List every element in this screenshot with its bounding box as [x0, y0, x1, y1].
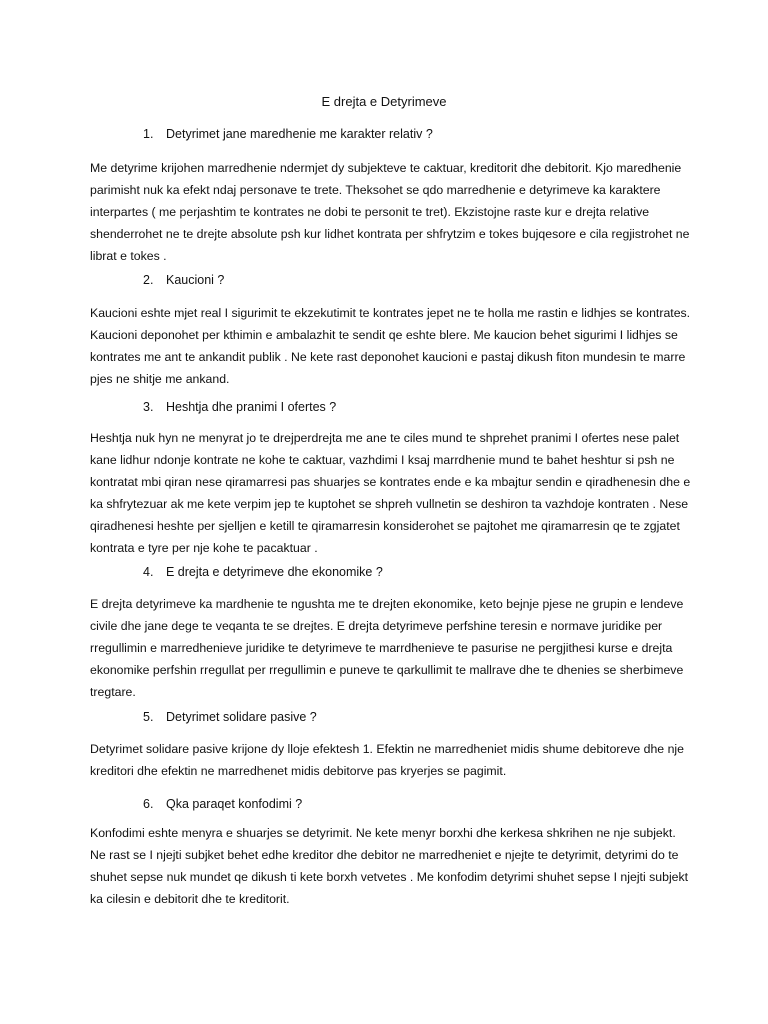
section-heading-text: Heshtja dhe pranimi I ofertes ? [166, 400, 337, 414]
section-heading-text: Kaucioni ? [166, 273, 225, 287]
section-paragraph: Kaucioni eshte mjet real I sigurimit te ekzekutimit te kontrates jepet ne te holla me rastin e lidhjes se kontrates. Kaucioni deponohet per kthimin e ambalazhit te sendit qe eshte blere. Me kaucion behet sigurimi I lidhjes se kontrates me ant te ankandit publik . Ne kete rast deponohet kaucioni e pastaj dikush fiton mundesin te marre pjes ne shitje me ankand. [90, 306, 691, 386]
section-number: 4. [143, 565, 154, 579]
section-heading-text: Detyrimet jane maredhenie me karakter relativ ? [166, 127, 433, 141]
section-heading [143, 125, 433, 143]
section-heading-text: Detyrimet solidare pasive ? [166, 710, 317, 724]
section-heading [143, 708, 317, 726]
section-paragraph: E drejta detyrimeve ka mardhenie te ngushta me te drejten ekonomike, keto bejnje pjese ne grupin e lendeve civile dhe jane dege te veqanta te se drejtes. E drejta detyrimeve perfshine teresin e normave juridike per rregullimin e marredhenieve juridike te detyrimeve te marrdhenieve te pasurise ne pergjithesi kurse e drejta ekonomike perfshin rregullat per rregullimin e puneve te qarkullimit te mallrave dhe te dhenies se sherbimeve tregtare. [90, 597, 684, 699]
document-title: E drejta e Detyrimeve [321, 94, 447, 109]
section-heading [143, 271, 224, 289]
section-number: 6. [143, 797, 154, 811]
section-number: 5. [143, 710, 154, 724]
section-heading [143, 398, 336, 416]
section-heading [143, 563, 383, 581]
section-number: 3. [143, 400, 154, 414]
section-number: 2. [143, 273, 154, 287]
section-heading [143, 795, 302, 813]
section-paragraph: Konfodimi eshte menyra e shuarjes se detyrimit. Ne kete menyr borxhi dhe kerkesa shkrihen ne nje subjekt. Ne rast se I njejti subjket behet edhe kreditor dhe debitor ne marredheniet e njejte te detyrimit, detyrimi do te shuhet sepse nuk mundet qe dikush ti kete borxh vetvetes . Me konfodim detyrimi shuhet sepse I njejti subjekt ka cilesin e debitorit dhe te kreditorit. [90, 826, 689, 906]
section-paragraph: Detyrimet solidare pasive krijone dy lloje efektesh 1. Efektin ne marredheniet midis shume debitoreve dhe nje kreditori dhe efektin ne marredhenet midis debitorve pas kryerjes se pagimit. [90, 742, 684, 778]
section-paragraph: Heshtja nuk hyn ne menyrat jo te drejperdrejta me ane te ciles mund te shprehet pranimi I ofertes nese palet kane lidhur ndonje kontrate ne kohe te caktuar, vazhdimi I ksaj marrdhenie mund te bahet heshtur si psh ne kontratat mbi qiran nese qiramarresi pas shuarjes se kontrates ende e ka mbajtur sendin e qiradhenesin dhe e ka shfrytezuar ak me kete verpim jep te kuptohet se shpreh vullnetin se deshiron ta vazhdoje kontraten . Nese qiradhenesi heshte per sjelljen e ketill te qiramarresin konsiderohet se pajtohet me qiramarresin qe te zgjatet kontrata e tyre per nje kohe te pacaktuar . [90, 431, 691, 555]
section-heading-text: E drejta e detyrimeve dhe ekonomike ? [166, 565, 383, 579]
section-number: 1. [143, 127, 154, 141]
section-heading-text: Qka paraqet konfodimi ? [166, 797, 303, 811]
section-paragraph: Me detyrime krijohen marredhenie ndermjet dy subjekteve te caktuar, kreditorit dhe debitorit. Kjo maredhenie parimisht nuk ka efekt ndaj personave te trete. Theksohet se qdo marredhenie e detyrimeve ka karaktere interpartes ( me perjashtim te kontrates ne dobi te personit te tret). Ekzistojne raste kur e drejta relative shenderrohet ne te drejte absolute psh kur lidhet kontrata per shfrytzim e tokes bujqesore e cila regjistrohet ne librat e tokes . [90, 161, 690, 263]
